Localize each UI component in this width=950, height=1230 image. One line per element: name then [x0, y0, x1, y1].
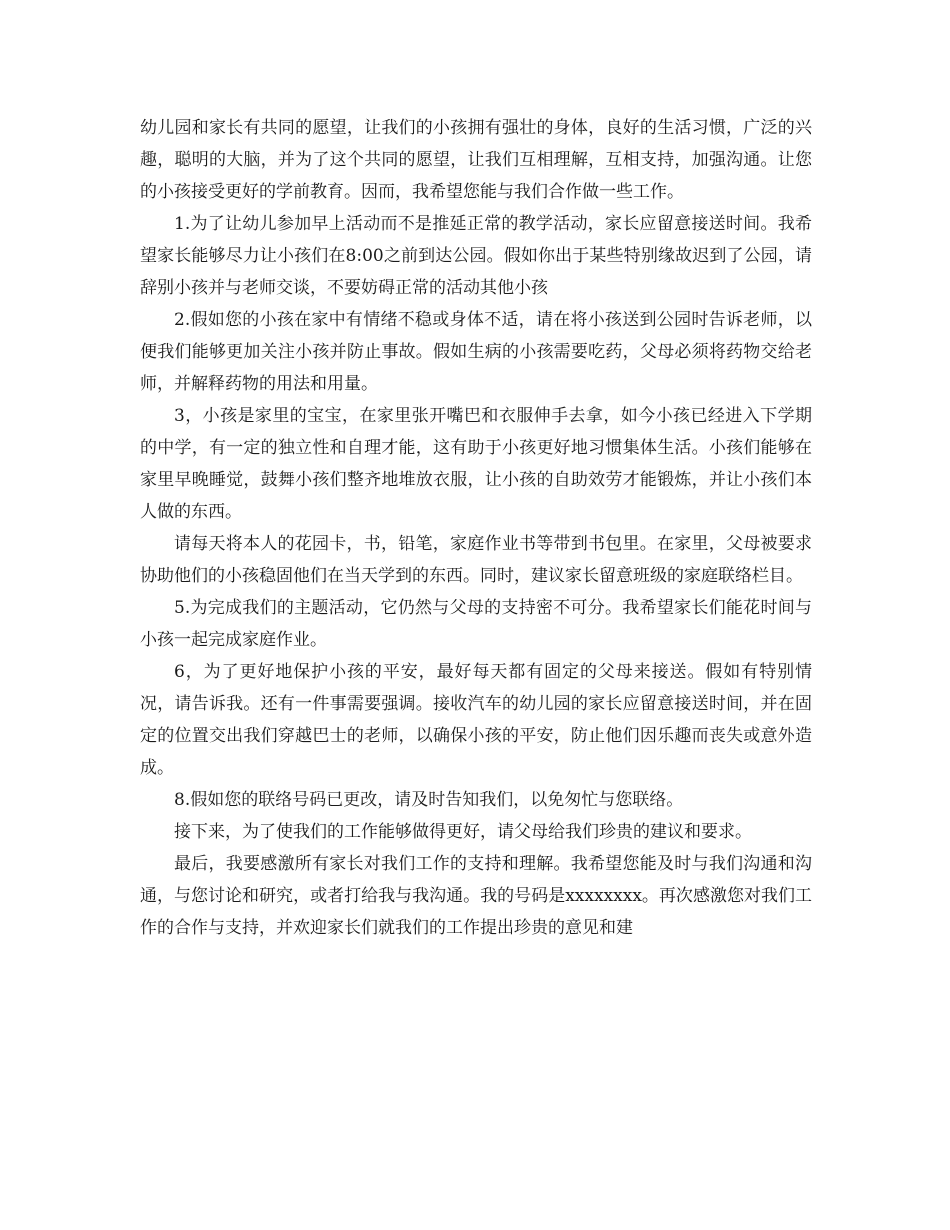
paragraph-intro: 幼儿园和家长有共同的愿望，让我们的小孩拥有强壮的身体，良好的生活习惯，广泛的兴趣，聪明的大脑，并为了这个共同的愿望，让我们互相理解，互相支持，加强沟通。让您的小孩接受更好的学前教育。因而，我希望您能与我们合作做一些工作。	[140, 118, 812, 202]
paragraph-closing: 最后，我要感激所有家长对我们工作的支持和理解。我希望您能及时与我们沟通和沟通，与您讨论和研究，或者打给我与我沟通。我的号码是xxxxxxxx。再次感激您对我们工作的合作与支持，并欢迎家长们就我们的工作提出珍贵的意见和建	[140, 854, 812, 938]
paragraph-item-1: 1.为了让幼儿参加早上活动而不是推延正常的教学活动，家长应留意接送时间。我希望家长能够尽力让小孩们在8:00之前到达公园。假如你出于某些特别缘故迟到了公园，请辞别小孩并与老师交谈，不要妨碍正常的活动其他小孩	[140, 214, 812, 298]
paragraph-item-3: 3，小孩是家里的宝宝，在家里张开嘴巴和衣服伸手去拿，如今小孩已经进入下学期的中学，有一定的独立性和自理才能，这有助于小孩更好地习惯集体生活。小孩们能够在家里早晚睡觉，鼓舞小孩们整齐地堆放衣服，让小孩的自助效劳才能锻炼，并让小孩们本人做的东西。	[140, 406, 812, 522]
paragraph-item-8: 8.假如您的联络号码已更改，请及时告知我们，以免匆忙与您联络。	[174, 790, 684, 810]
paragraph-item-6: 6，为了更好地保护小孩的平安，最好每天都有固定的父母来接送。假如有特别情况，请告诉我。还有一件事需要强调。接收汽车的幼儿园的家长应留意接送时间，并在固定的位置交出我们穿越巴士的老师，以确保小孩的平安，防止他们因乐趣而丧失或意外造成。	[140, 662, 812, 778]
paragraph-item-4: 请每天将本人的花园卡，书，铅笔，家庭作业书等带到书包里。在家里，父母被要求协助他们的小孩稳固他们在当天学到的东西。同时，建议家长留意班级的家庭联络栏目。	[140, 534, 812, 586]
paragraph-suggestions: 接下来，为了使我们的工作能够做得更好，请父母给我们珍贵的建议和要求。	[174, 822, 752, 842]
paragraph-item-5: 5.为完成我们的主题活动，它仍然与父母的支持密不可分。我希望家长们能花时间与小孩一起完成家庭作业。	[140, 598, 812, 650]
paragraph-item-2: 2.假如您的小孩在家中有情绪不稳或身体不适，请在将小孩送到公园时告诉老师，以便我们能够更加关注小孩并防止事故。假如生病的小孩需要吃药，父母必须将药物交给老师，并解释药物的用法和用量。	[140, 310, 812, 394]
document-body	[140, 112, 812, 944]
